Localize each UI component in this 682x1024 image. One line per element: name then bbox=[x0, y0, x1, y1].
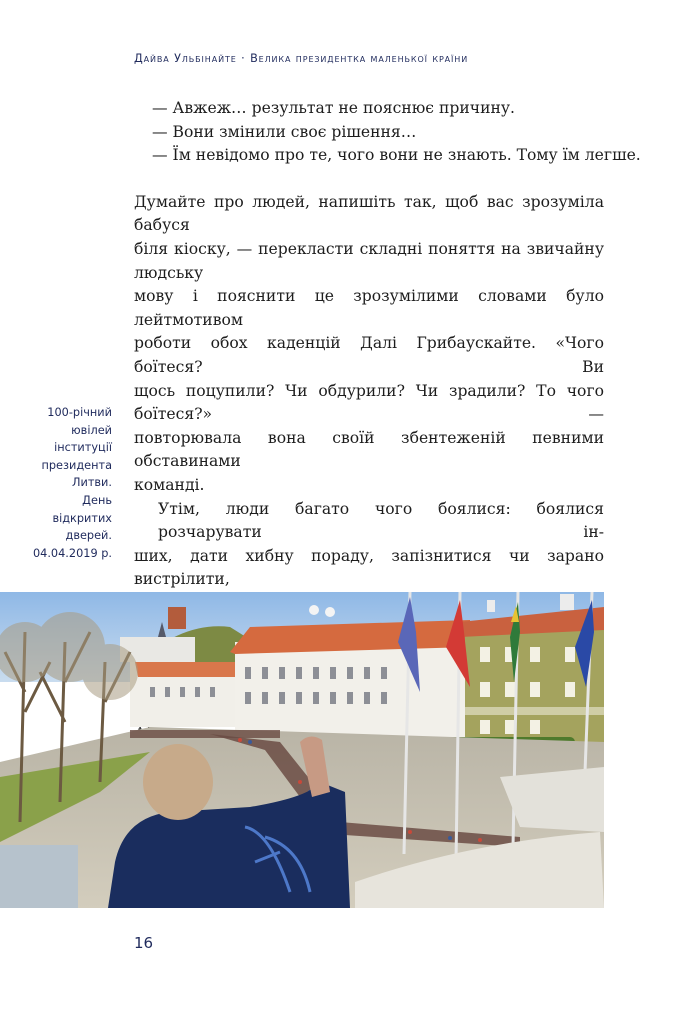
caption-line: інституції bbox=[54, 441, 112, 455]
caption-line: дверей. bbox=[65, 529, 112, 543]
caption-line: ювілей bbox=[71, 423, 112, 437]
photo-caption bbox=[22, 404, 112, 562]
paragraph-line: роботи обох каденцій Далі Грибаускайте. «Чого боїтеся? Ви bbox=[134, 334, 604, 376]
dialogue-line: — Вони змінили своє рішення… bbox=[152, 122, 417, 141]
page-number: 16 bbox=[134, 934, 154, 952]
caption-line: 04.04.2019 р. bbox=[32, 546, 112, 560]
running-head: Дайва Ульбінайте · Велика президентка маленької країни bbox=[134, 52, 469, 65]
dialogue-line: — Їм невідомо про те, чого вони не знають. Тому їм легше. bbox=[152, 146, 641, 165]
caption-line: День bbox=[82, 493, 112, 507]
paragraph-line: Утім, люди багато чого боялися: боялися розчарувати ін- bbox=[158, 499, 604, 542]
photo-balcony-crowd bbox=[0, 592, 604, 908]
paragraph-line: біля кіоску, — перекласти складні поняття на звичайну людську bbox=[134, 239, 604, 282]
paragraph-line: ших, дати хибну пораду, запізнитися чи зарано вистрілити, bbox=[134, 546, 604, 589]
caption-line: президента bbox=[41, 458, 112, 472]
dialogue-line: — Авжеж… результат не пояснює причину. bbox=[152, 99, 515, 117]
paragraph-line: повторювала вона своїй збентеженій певними обставинами bbox=[134, 428, 604, 471]
paragraph-line: мову і пояснити це зрозумілими словами було лейтмотивом bbox=[134, 287, 604, 329]
paragraph-line: щось поцупили? Чи обдурили? Чи зрадили? То чого боїтеся?» — bbox=[134, 381, 604, 424]
caption-line: відкритих bbox=[52, 511, 112, 525]
caption-line: 100-річний bbox=[47, 406, 112, 419]
paragraph-line: Думайте про людей, напишіть так, щоб вас зрозуміла бабуся bbox=[134, 192, 604, 235]
caption-line: Литви. bbox=[71, 476, 112, 490]
paragraph-line: команді. bbox=[134, 475, 205, 494]
